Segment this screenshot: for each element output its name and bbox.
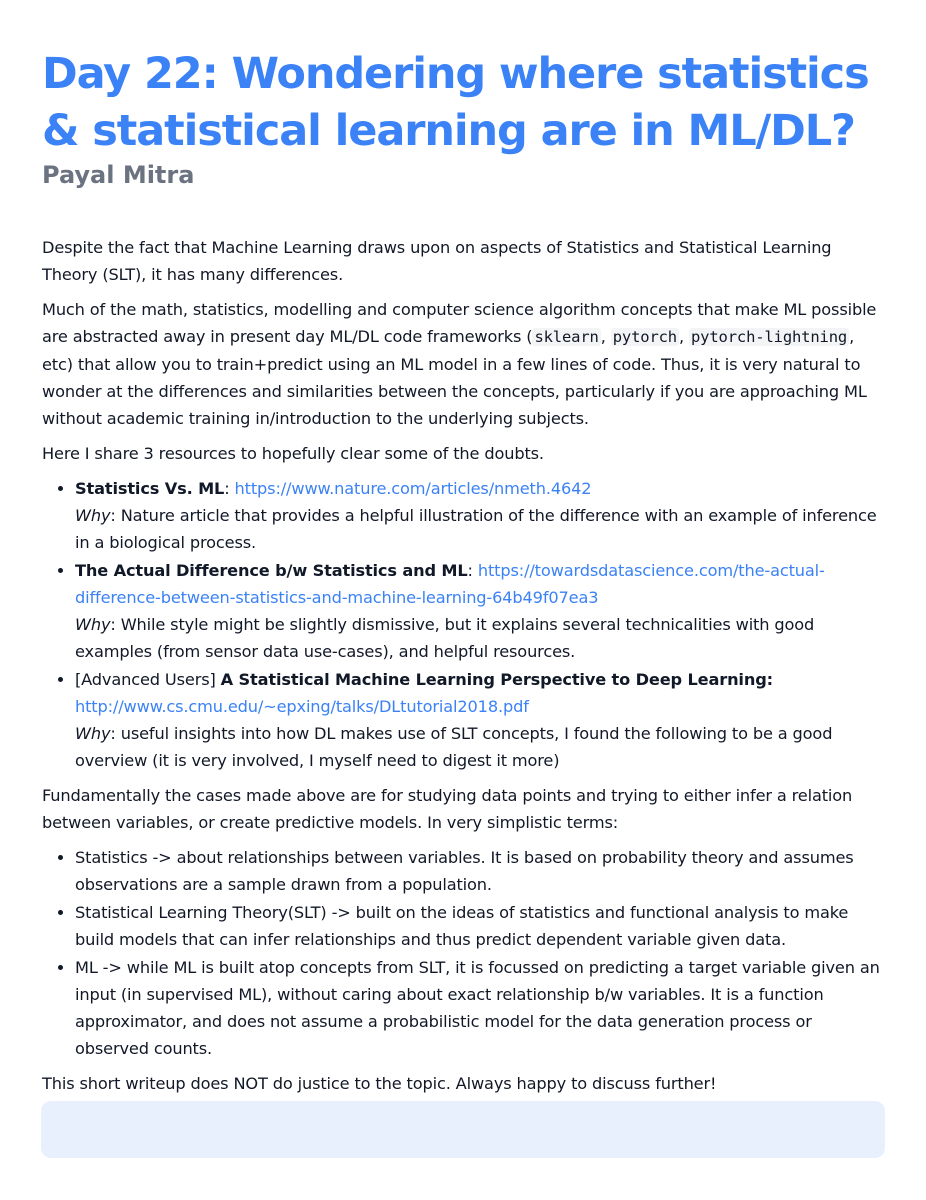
footer-box [41, 1101, 885, 1158]
term-item: • Statistical Learning Theory(SLT) -> built on the ideas of statistics and functional analysis to make build models that can infer relationships and thus predict dependent variable given data. [75, 899, 884, 953]
resource-why [75, 611, 884, 665]
page-title [42, 46, 884, 160]
terms-list [42, 844, 884, 1062]
code-pytorch: pytorch [612, 328, 677, 346]
resources-list [42, 475, 884, 774]
why-label: Why [75, 615, 111, 634]
why-label: Why [75, 724, 111, 743]
why-text: : While style might be slightly dismissive, but it explains several technicalities with good examples (from sensor data use-cases), and helpful resources. [75, 615, 815, 661]
title-line-1: Day 22: Wondering where statistics [42, 49, 869, 99]
intro-paragraph-3: Here I share 3 resources to hopefully clear some of the doubts. [42, 444, 544, 463]
resource-colon: : [467, 561, 478, 580]
resource-item [75, 666, 884, 774]
intro-paragraph-1: Despite the fact that Machine Learning draws upon on aspects of Statistics and Statistical Learning Theory (SLT), it has many differences. [42, 238, 832, 284]
separator: , [600, 327, 611, 346]
resource-link[interactable]: https://towardsdatascience.com/the-actual-difference-between-statistics-and-machine-learning-64b49f07ea3 [75, 561, 825, 607]
resource-prefix: [Advanced Users] [75, 670, 221, 689]
resource-title: Statistics Vs. ML [75, 479, 225, 498]
closing-paragraph: This short writeup does NOT do justice to the topic. Always happy to discuss further! [42, 1074, 717, 1093]
author-name: Payal Mitra [42, 161, 195, 189]
term-item: • Statistics -> about relationships between variables. It is based on probability theory and assumes observations are a sample drawn from a population. [75, 844, 884, 898]
term-item: • ML -> while ML is built atop concepts from SLT, it is focussed on predicting a target variable given an input (in supervised ML), without caring about exact relationship b/w variables. It is a function approximator, and does not assume a probabilistic model for the data generation process or observed counts. [75, 954, 884, 1062]
resource-why [75, 720, 884, 774]
resource-title: A Statistical Machine Learning Perspective to Deep Learning: [220, 670, 773, 689]
resource-link[interactable]: http://www.cs.cmu.edu/~epxing/talks/DLtutorial2018.pdf [75, 697, 529, 716]
intro-paragraph-2 [42, 296, 884, 432]
resource-item [75, 557, 884, 665]
why-text: : useful insights into how DL makes use of SLT concepts, I found the following to be a good overview (it is very involved, I myself need to digest it more) [75, 724, 833, 770]
code-pytorch-lightning: pytorch-lightning [691, 328, 848, 346]
resource-colon: : [224, 479, 235, 498]
resource-title: The Actual Difference b/w Statistics and ML [75, 561, 468, 580]
article-body [42, 234, 884, 1097]
why-text: : Nature article that provides a helpful illustration of the difference with an example of inference in a biological process. [75, 506, 877, 552]
intro-p2-text-b: , etc) that allow you to train+predict using an ML model in a few lines of code. Thus, it is very natural to wonder at the differences and similarities between the concepts, particularly if you are approaching ML without academic training in/introduction to the underlying subjects. [42, 327, 867, 428]
resource-why [75, 502, 884, 556]
resource-link[interactable]: https://www.nature.com/articles/nmeth.4642 [234, 479, 592, 498]
fundamentals-paragraph: Fundamentally the cases made above are for studying data points and trying to either infer a relation between variables, or create predictive models. In very simplistic terms: [42, 786, 853, 832]
code-sklearn: sklearn [534, 328, 599, 346]
title-line-2: & statistical learning are in ML/DL? [42, 106, 855, 156]
separator: , [679, 327, 689, 346]
intro-p2-text-a: Much of the math, statistics, modelling and computer science algorithm concepts that make ML possible are abstracted away in present day ML/DL code frameworks ( [42, 300, 877, 346]
resource-item [75, 475, 884, 556]
why-label: Why [75, 506, 111, 525]
